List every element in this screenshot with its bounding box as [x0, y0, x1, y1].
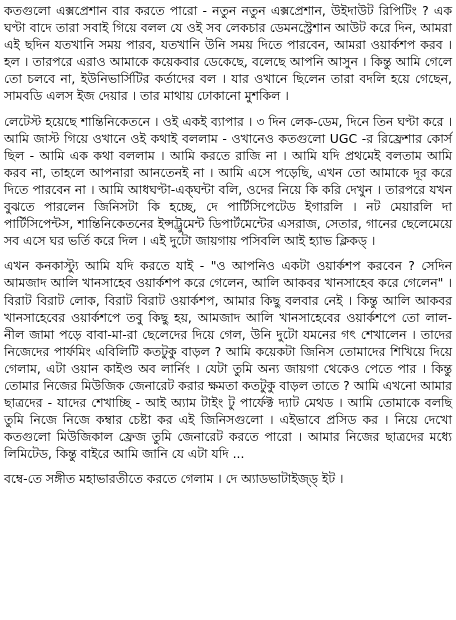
paragraph-2: লেটেস্ট হয়েছে শান্তিনিকেতনে । ওই একই ব্যাপার । ৩ দিন লেক-ডেম, দিনে তিন ঘণ্টা করে । আমি জাস্ট গিয়ে ওখানে ওই কথাই বললাম - ওখানেও কতগুলো UGC -র রিফ্রেশার কোর্স ছিল - আমি এক কথা বললাম । আমি করতে রাজি না । আমি যদি প্রথমেই বলতাম আমি করব না, তাহলে আপনারা আনতেনই না । আমি এসে পড়েছি, এখন তো আমাকে দূর করে দিতে পারবেন না । আমি আধঘণ্টা-এক্ঘন্টা বলি, ওদের নিয়ে কি করি দেখুন । তারপরে যখন বুঝতে পারলেন জিনিসটা কি হচ্ছে, দে পার্টিসিপেটেড ইগারলি । নট মেয়ারলি দা পার্টিসিপেন্টস, শান্তিনিকেতনের ইন্সট্রুমেন্ট ডিপার্টমেন্টের এসরাজ, সেতার, গানের ছেলেমেয়ে সব এসে ঘর ভর্তি করে দিল । এই দুটো জায়গায় পসিবলি আই হ্যাভ ক্লিকড্ । [4, 113, 452, 249]
paragraph-1: কতগুলো এক্সপ্রেশান বার করতে পারো - নতুন নতুন এক্সপ্রেশান, উইদাউট রিপিটিং ? এক ঘণ্টা বাদে তারা সবাই গিয়ে বলল যে ওই সব লেকচার ডেমনস্ট্রেশান আউট করে দিন, আমরা এই ছদিন যতখানি সময় পারব, যতখানি উনি সময় দিতে পারবেন, আমরা ওয়ার্কশপ করব । হল । তারপরে এরাও আমাকে কয়েকবার ডেকেছে, বলেছে আপনি আসুন । কিন্তু আমি গেলে তো চলবে না, ইউনিভার্সিটির কর্তাদের বল । যার ওখানে ছিলেন তারা বদলি হয়ে গেছেন, সামবডি এলস ইজ দেয়ার । তার মাথায় ঢোকানো মুশকিল । [4, 3, 452, 104]
paragraph-4: বম্বে-তে সঙ্গীত মহাভারতীতে করতে গেলাম । দে অ্যাডভাটাইজ্ড্ ইট । [4, 471, 344, 487]
paragraph-3: এখন কনকাস্ট্যু আমি যদি করতে যাই - "ও আপনিও একটা ওয়ার্কশপ করবেন ? সেদিন আমজাদ আলি খানসাহেব ওয়ার্কশপ করে গেলেন, আলি আকবর খানসাহেব করে গেলেন" । বিরাট বিরাট লোক, বিরাট বিরাট ওয়ার্কশপ, আমার কিছু বলবার নেই । কিন্তু আলি আকবর খানসাহেবের ওয়ার্কশপে তবু কিছু হয়, আমজাদ আলি খানসাহেবের ওয়ার্কশপে তো লাল-নীল জামা পড়ে বাবা-মা-রা ছেলেদের দিয়ে গেল, উনি দুটো যমনের গৎ শেখালেন । তাদের নিজেদের পার্ফমিং এবিলিটি কতটুকু বাড়ল ? আমি কয়েকটা জিনিস তোমাদের শিখিয়ে দিয়ে গেলাম, এটা ওয়ান কাইণ্ড অব লার্নিং । যেটা তুমি অন্য জায়গা থেকেও পেতে পার । কিন্তু তোমার নিজের মিউজিক জেনারেট করার ক্ষমতা কতটুকু বাড়ল তাতে ? আমি এখনো আমার ছাত্রদের - যাদের শেখাচ্ছি - আই অ্যাম টাইং টু পার্ফেক্ট দ্যাট মেথড । আমি তোমাকে বলছি তুমি নিজে নিজে কম্বার চেষ্টা কর এই জিনিসগুলো । এইভাবে প্রসিড কর । নিয়ে দেখো কতগুলো মিউজিকাল ফ্রেজ তুমি জেনারেট করতে পারো । আমার নিজের ছাত্রদের মধ্যে লিমিটেড, কিন্তু বাইরে আমি জানি যে এটা যদি ... [4, 258, 452, 462]
